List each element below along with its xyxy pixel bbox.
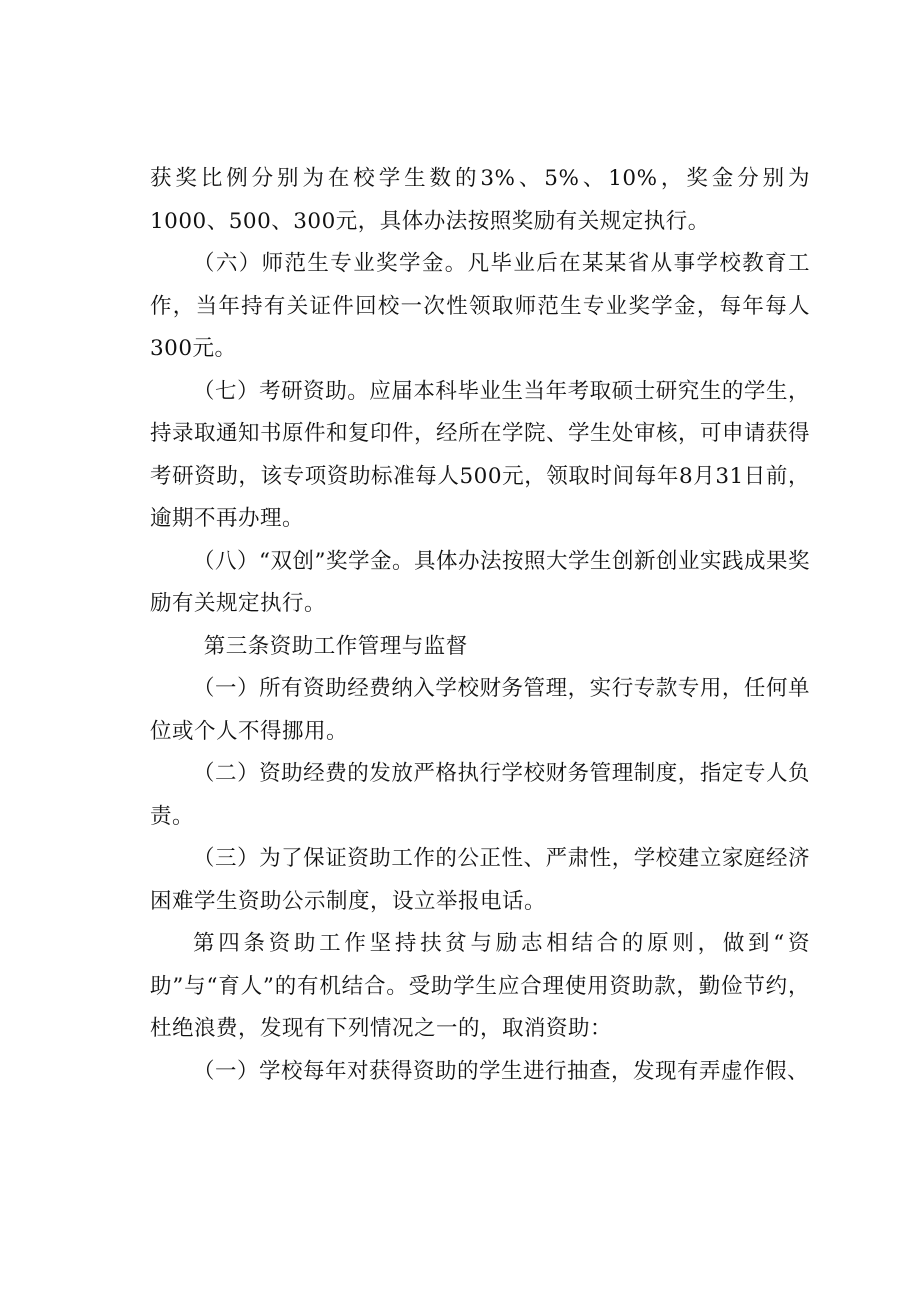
paragraph-postgraduate-exam-aid: （七）考研资助。应届本科毕业生当年考取硕士研究生的学生，持录取通知书原件和复印件，经所在学院、学生处审核，可申请获得考研资助，该专项资助标准每人500元，领取时间每年8月31日前，逾期不再办理。 (150, 378, 811, 531)
article-three-heading: 第三条资助工作管理与监督 (203, 633, 468, 659)
paragraph-publicity-system: （三）为了保证资助工作的公正性、严肃性，学校建立家庭经济困难学生资助公示制度，设立举报电话。 (150, 846, 810, 914)
paragraph-normal-student-scholarship: （六）师范生专业奖学金。凡毕业后在某某省从事学校教育工作，当年持有关证件回校一次性领取师范生专业奖学金，每年每人300元。 (150, 251, 810, 361)
paragraph-award-ratio: 获奖比例分别为在校学生数的3%、5%、10%，奖金分别为1000、500、300元，具体办法按照奖励有关规定执行。 (150, 166, 810, 234)
paragraph-annual-inspection: （一）学校每年对获得资助的学生进行抽查，发现有弄虚作假、 (193, 1058, 810, 1084)
paragraph-funds-management: （一）所有资助经费纳入学校财务管理，实行专款专用，任何单位或个人不得挪用。 (150, 676, 810, 744)
article-four-paragraph: 第四条资助工作坚持扶贫与励志相结合的原则，做到“资助”与“育人”的有机结合。受助学生应合理使用资助款，勤俭节约，杜绝浪费，发现有下列情况之一的，取消资助： (150, 931, 810, 1041)
paragraph-innovation-scholarship: （八）“双创”奖学金。具体办法按照大学生创新创业实践成果奖励有关规定执行。 (150, 548, 810, 616)
paragraph-funds-distribution: （二）资助经费的发放严格执行学校财务管理制度，指定专人负责。 (150, 761, 810, 829)
